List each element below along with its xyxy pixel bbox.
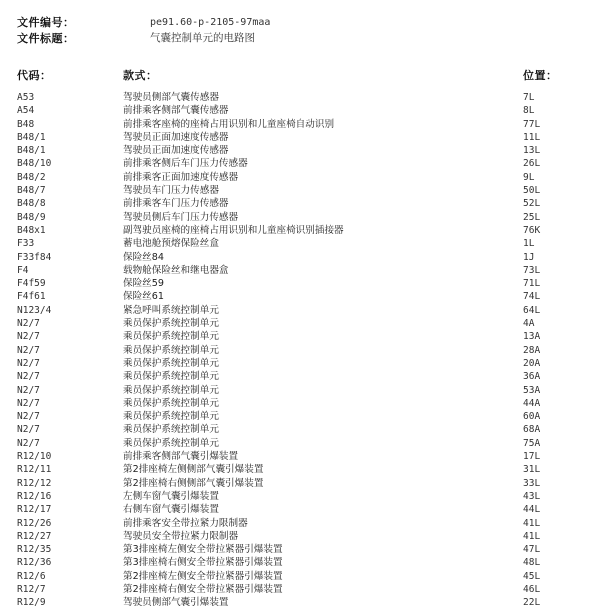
row-position: 76K — [523, 224, 541, 236]
row-code: R12/11 — [17, 464, 52, 476]
row-name: 乘员保护系统控制单元 — [123, 411, 219, 423]
row-code: N2/7 — [17, 344, 40, 356]
row-name: 驾驶员正面加速度传感器 — [123, 131, 229, 143]
table-row — [0, 304, 606, 317]
row-code: R12/26 — [17, 517, 52, 529]
row-position: 17L — [523, 451, 541, 463]
row-position: 68A — [523, 424, 541, 436]
row-name: 乘员保护系统控制单元 — [123, 318, 219, 330]
row-name: 驾驶员侧部气囊传感器 — [123, 92, 219, 103]
table-row — [0, 423, 606, 436]
table-row — [0, 317, 606, 330]
table-row — [0, 330, 606, 343]
row-name: 前排乘客侧部气囊引爆装置 — [123, 451, 239, 463]
row-code: R12/12 — [17, 477, 52, 489]
row-name: 蓄电池舱预熔保险丝盒 — [123, 238, 219, 250]
doc-number-value: pe91.60-p-2105-97maa — [150, 17, 271, 28]
row-position: 7L — [523, 92, 535, 103]
row-name: 保险丝61 — [123, 291, 164, 303]
row-position: 26L — [523, 158, 541, 170]
table-row — [0, 237, 606, 250]
table-row — [0, 490, 606, 503]
row-code: B48/8 — [17, 198, 46, 210]
table-row — [0, 104, 606, 117]
component-table — [0, 91, 606, 610]
row-name: 第2排座椅右侧安全带拉紧器引爆装置 — [123, 583, 283, 595]
table-row — [0, 224, 606, 237]
column-header-position: 位置： — [523, 69, 558, 82]
row-position: 44L — [523, 504, 541, 516]
table-row — [0, 344, 606, 357]
row-code: N2/7 — [17, 384, 40, 396]
row-code: R12/6 — [17, 570, 46, 582]
row-position: 36A — [523, 371, 541, 383]
row-name: 前排乘客车门压力传感器 — [123, 198, 229, 210]
row-position: 1L — [523, 238, 535, 250]
row-position: 77L — [523, 118, 541, 130]
row-code: B48/9 — [17, 211, 46, 223]
row-code: R12/17 — [17, 504, 52, 516]
row-name: 乘员保护系统控制单元 — [123, 437, 219, 449]
row-name: 前排乘客侧部气囊传感器 — [123, 105, 229, 117]
row-name: 乘员保护系统控制单元 — [123, 397, 219, 409]
row-position: 64L — [523, 304, 541, 316]
row-position: 41L — [523, 517, 541, 529]
row-name: 左侧车窗气囊引爆装置 — [123, 490, 219, 502]
row-name: 驾驶员侧部气囊引爆装置 — [123, 597, 229, 609]
table-row — [0, 184, 606, 197]
row-position: 20A — [523, 357, 541, 369]
row-code: B48 — [17, 118, 35, 130]
table-row — [0, 463, 606, 476]
row-code: N2/7 — [17, 397, 40, 409]
table-row — [0, 477, 606, 490]
row-name: 乘员保护系统控制单元 — [123, 331, 219, 343]
row-position: 45L — [523, 570, 541, 582]
table-row — [0, 91, 606, 104]
table-row — [0, 437, 606, 450]
row-code: R12/35 — [17, 544, 52, 556]
row-code: N123/4 — [17, 304, 52, 316]
table-row — [0, 583, 606, 596]
row-name: 驾驶员车门压力传感器 — [123, 185, 219, 197]
row-position: 52L — [523, 198, 541, 210]
row-position: 4A — [523, 318, 535, 330]
row-code: R12/9 — [17, 597, 46, 609]
table-row — [0, 290, 606, 303]
row-code: R12/10 — [17, 451, 52, 463]
row-code: B48/10 — [17, 158, 52, 170]
row-position: 43L — [523, 490, 541, 502]
table-row — [0, 131, 606, 144]
row-name: 第2排座椅左侧侧部气囊引爆装置 — [123, 464, 264, 476]
row-code: N2/7 — [17, 424, 40, 436]
row-position: 8L — [523, 105, 535, 117]
doc-title-label: 文件标题： — [17, 32, 75, 45]
row-position: 13A — [523, 331, 541, 343]
table-row — [0, 370, 606, 383]
table-row — [0, 596, 606, 609]
row-code: F33f84 — [17, 251, 52, 263]
row-name: 保险丝84 — [123, 251, 164, 263]
row-name: 前排乘客侧后车门压力传感器 — [123, 158, 248, 170]
row-name: 驾驶员安全带拉紧力限制器 — [123, 530, 239, 542]
row-name: 前排乘客安全带拉紧力限制器 — [123, 517, 248, 529]
row-position: 47L — [523, 544, 541, 556]
row-position: 25L — [523, 211, 541, 223]
row-code: B48/7 — [17, 185, 46, 197]
row-name: 乘员保护系统控制单元 — [123, 357, 219, 369]
row-position: 75A — [523, 437, 541, 449]
row-code: R12/27 — [17, 530, 52, 542]
row-position: 48L — [523, 557, 541, 569]
row-name: 驾驶员侧后车门压力传感器 — [123, 211, 239, 223]
table-row — [0, 118, 606, 131]
row-code: F33 — [17, 238, 35, 250]
column-header-code: 代码： — [17, 69, 52, 82]
table-row — [0, 144, 606, 157]
row-position: 31L — [523, 464, 541, 476]
row-position: 22L — [523, 597, 541, 609]
row-name: 前排乘客正面加速度传感器 — [123, 171, 239, 183]
row-name: 第3排座椅左侧安全带拉紧器引爆装置 — [123, 544, 283, 556]
row-name: 乘员保护系统控制单元 — [123, 384, 219, 396]
row-name: 前排乘客座椅的座椅占用识别和儿童座椅自动识别 — [123, 118, 335, 130]
row-position: 44A — [523, 397, 541, 409]
row-code: R12/16 — [17, 490, 52, 502]
row-position: 13L — [523, 145, 541, 157]
row-name: 载物舱保险丝和继电器盒 — [123, 264, 229, 276]
table-row — [0, 251, 606, 264]
table-row — [0, 570, 606, 583]
row-code: N2/7 — [17, 357, 40, 369]
row-name: 乘员保护系统控制单元 — [123, 424, 219, 436]
row-code: B48x1 — [17, 224, 46, 236]
row-position: 60A — [523, 411, 541, 423]
table-row — [0, 450, 606, 463]
row-position: 1J — [523, 251, 535, 263]
row-code: B48/1 — [17, 145, 46, 157]
table-row — [0, 517, 606, 530]
table-row — [0, 556, 606, 569]
row-code: F4f61 — [17, 291, 46, 303]
row-code: B48/1 — [17, 131, 46, 143]
row-code: B48/2 — [17, 171, 46, 183]
row-position: 50L — [523, 185, 541, 197]
row-position: 53A — [523, 384, 541, 396]
row-name: 第3排座椅右侧安全带拉紧器引爆装置 — [123, 557, 283, 569]
table-row — [0, 157, 606, 170]
row-name: 紧急呼叫系统控制单元 — [123, 304, 219, 316]
row-code: R12/36 — [17, 557, 52, 569]
table-row — [0, 530, 606, 543]
row-code: R12/7 — [17, 583, 46, 595]
row-code: N2/7 — [17, 318, 40, 330]
row-name: 驾驶员正面加速度传感器 — [123, 145, 229, 157]
row-position: 33L — [523, 477, 541, 489]
table-row — [0, 197, 606, 210]
doc-number-label: 文件编号： — [17, 16, 75, 29]
table-row — [0, 171, 606, 184]
row-code: N2/7 — [17, 371, 40, 383]
row-name: 保险丝59 — [123, 278, 164, 290]
table-row — [0, 410, 606, 423]
table-row — [0, 384, 606, 397]
row-position: 11L — [523, 131, 541, 143]
row-code: F4 — [17, 264, 29, 276]
row-position: 46L — [523, 583, 541, 595]
row-code: A54 — [17, 105, 35, 117]
column-header-name: 款式： — [123, 69, 158, 82]
row-name: 第2排座椅左侧安全带拉紧器引爆装置 — [123, 570, 283, 582]
row-position: 74L — [523, 291, 541, 303]
table-row — [0, 503, 606, 516]
row-name: 乘员保护系统控制单元 — [123, 344, 219, 356]
row-position: 9L — [523, 171, 535, 183]
table-row — [0, 397, 606, 410]
table-row — [0, 277, 606, 290]
table-row — [0, 211, 606, 224]
row-code: N2/7 — [17, 331, 40, 343]
row-name: 第2排座椅右侧侧部气囊引爆装置 — [123, 477, 264, 489]
row-position: 73L — [523, 264, 541, 276]
row-name: 乘员保护系统控制单元 — [123, 371, 219, 383]
row-code: N2/7 — [17, 437, 40, 449]
row-position: 71L — [523, 278, 541, 290]
row-code: A53 — [17, 92, 35, 103]
row-code: F4f59 — [17, 278, 46, 290]
row-name: 右侧车窗气囊引爆装置 — [123, 504, 219, 516]
table-row — [0, 543, 606, 556]
doc-title-value: 气囊控制单元的电路图 — [150, 32, 255, 44]
table-row — [0, 357, 606, 370]
row-position: 28A — [523, 344, 541, 356]
row-name: 副驾驶员座椅的座椅占用识别和儿童座椅识别插接器 — [123, 224, 344, 236]
row-position: 41L — [523, 530, 541, 542]
row-code: N2/7 — [17, 411, 40, 423]
table-row — [0, 264, 606, 277]
